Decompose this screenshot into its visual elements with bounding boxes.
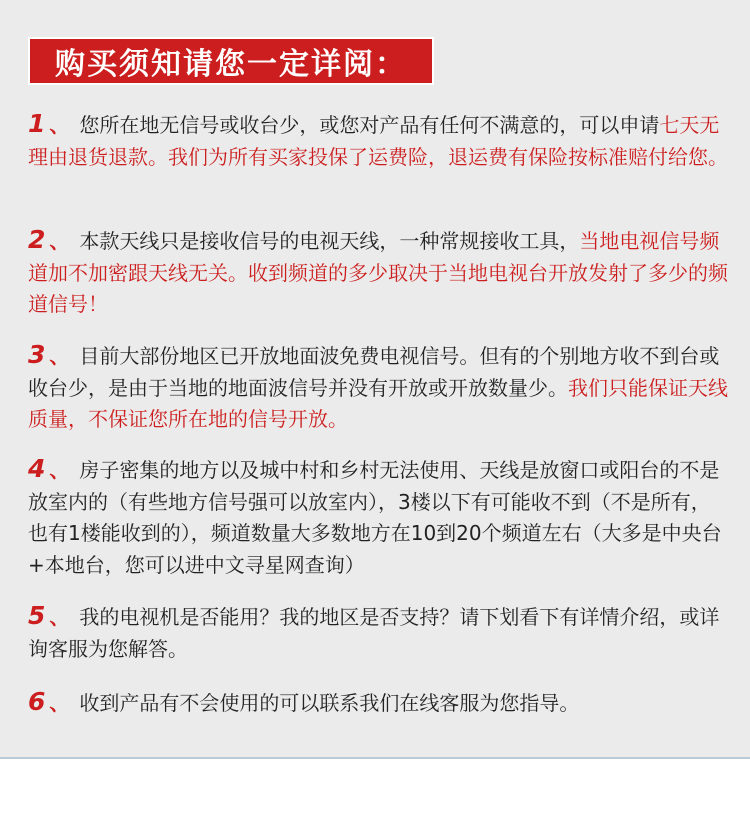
item-separator: 、 [49, 691, 70, 715]
item-separator: 、 [49, 113, 70, 137]
item-separator: 、 [49, 344, 70, 368]
item-highlight-text: 我们只能保证天线质量，不保证您所在地的信号开放。 [28, 375, 728, 431]
notice-item-6 [28, 686, 728, 720]
item-number: 1 [28, 109, 46, 138]
notice-item-1 [28, 108, 728, 173]
notice-item-2 [28, 224, 728, 321]
notice-item-3 [28, 339, 728, 436]
item-separator: 、 [49, 458, 70, 482]
notice-item-4 [28, 453, 728, 581]
item-number: 5 [28, 601, 46, 630]
item-number: 3 [28, 340, 46, 369]
item-number: 6 [28, 687, 46, 716]
item-text: 本款天线只是接收信号的电视天线，一种常规接收工具， [79, 229, 580, 253]
item-separator: 、 [49, 605, 70, 629]
item-number: 2 [28, 225, 46, 254]
item-highlight-text: 七天无理由退货退款。我们为所有买家投保了运费险，退运费有保险按标准赔付给您。 [28, 113, 728, 169]
notice-item-5 [28, 600, 728, 665]
notice-title: 购买须知请您一定详阅： [55, 47, 407, 82]
item-text: 目前大部份地区已开放地面波免费电视信号。但有的个别地方收不到台或收台少，是由于当地的地面波信号并没有开放或开放数量少。 [28, 344, 720, 400]
notice-title-banner [28, 37, 434, 85]
item-text: 收到产品有不会使用的可以联系我们在线客服为您指导。 [79, 691, 580, 715]
item-highlight-text: 当地电视信号频道加不加密跟天线无关。收到频道的多少取决于当地电视台开放发射了多少的频道信号！ [28, 229, 728, 316]
item-text: 您所在地无信号或收台少，或您对产品有任何不满意的，可以申请 [79, 113, 660, 137]
item-separator: 、 [49, 229, 70, 253]
item-number: 4 [28, 454, 46, 483]
item-text: 我的电视机是否能用？我的地区是否支持？请下划看下有详情介绍，或详询客服为您解答。 [28, 605, 720, 661]
item-text: 房子密集的地方以及城中村和乡村无法使用、天线是放窗口或阳台的不是放室内的（有些地方信号强可以放室内），3楼以下有可能收不到（不是所有，也有1楼能收到的），频道数量大多数地方在10到20个频道左右（大多是中央台+本地台，您可以进中文寻星网查询） [28, 458, 722, 577]
